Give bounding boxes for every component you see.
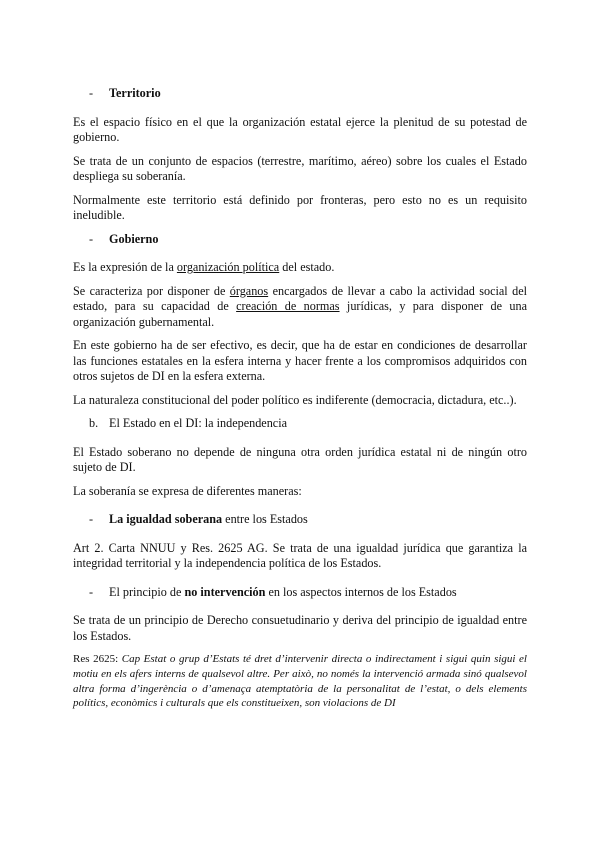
section-b-marker: b.: [89, 416, 99, 430]
underlined-term: organización política: [176, 260, 280, 274]
paragraph-soberania-maneras: La soberanía se expresa de diferentes maneras:: [73, 483, 302, 498]
bullet-no-intervencion: [89, 585, 527, 601]
document-page: [73, 86, 527, 711]
bold-term: La igualdad soberana: [109, 512, 223, 526]
heading-territorio: [89, 86, 527, 102]
text-run: en los aspectos internos de los Estados: [265, 584, 457, 599]
paragraph-gobierno-efectivo: En este gobierno ha de ser efectivo, es decir, que ha de estar en condiciones de desarrollar las funciones estatales en la esfera interna y hacer frente a los compromisos adquiridos con otros sujetos de DI en la esfera externa.: [73, 338, 527, 383]
text-run: Se caracteriza por disponer de: [73, 283, 230, 298]
paragraph-territorio-espacios: Se trata de un conjunto de espacios (terrestre, marítimo, aéreo) sobre los cuales el Estado despliega su soberanía.: [73, 153, 527, 183]
underlined-term: órganos: [229, 283, 269, 298]
text-run: El principio de: [109, 584, 185, 599]
heading-territorio-text: Territorio: [109, 86, 161, 100]
section-b-title: El Estado en el DI: la independencia: [109, 416, 288, 430]
text-run: entre los Estados: [222, 512, 308, 526]
dash-marker: -: [89, 584, 94, 599]
bullet-text: [109, 585, 457, 601]
heading-gobierno-text: Gobierno: [109, 231, 159, 246]
paragraph-gobierno-organos: [73, 284, 527, 331]
res-label: Res 2625:: [73, 653, 122, 665]
underlined-term: creación de normas: [236, 299, 340, 313]
heading-gobierno: [89, 232, 527, 248]
paragraph-naturaleza-constitucional: La naturaleza constitucional del poder político es indiferente (democracia, dictadura, etc..).: [73, 392, 517, 407]
paragraph-derecho-consuetudinario: Se trata de un principio de Derecho consuetudinario y deriva del principio de igualdad entre los Estados.: [73, 613, 527, 643]
paragraph-territorio-definition: Es el espacio físico en el que la organización estatal ejerce la plenitud de su potestad de gobierno.: [73, 114, 527, 144]
bold-term: no intervención: [184, 584, 266, 599]
dash-marker: -: [89, 512, 94, 526]
paragraph-territorio-fronteras: Normalmente este territorio está definido por fronteras, pero esto no es un requisito ineludible.: [73, 192, 527, 222]
dash-marker: -: [89, 231, 94, 246]
bullet-text: [109, 512, 308, 528]
res-quote: Cap Estat o grup d’Estats té dret d’intervenir directa o indirectament i sigui quin sigui el motiu en els afers interns de qualsevol altre. Per això, no només la intervenció armada sinó qualsevol altra forma d’ingerència o d’amenaça atemptatòria de la personalitat de l’estat, o dels elements polítics, econòmics i culturals que els constitueixen, son violacions de DI: [73, 653, 527, 710]
text-run: Es la expresión de la: [73, 260, 177, 274]
paragraph-gobierno-expresion: [73, 260, 527, 276]
section-b-heading: [89, 416, 527, 432]
text-run: del estado.: [279, 260, 335, 274]
text-run: encargados de llevar a cabo la actividad social del estado, para su capacidad de: [73, 283, 527, 313]
paragraph-res-2625: [73, 652, 527, 711]
text-run: jurídicas, y para disponer de una organización gubernamental.: [73, 299, 527, 329]
bullet-igualdad-soberana: [89, 512, 527, 528]
paragraph-estado-soberano: El Estado soberano no depende de ninguna otra orden jurídica estatal ni de ningún otro sujeto de DI.: [73, 444, 527, 474]
dash-marker: -: [89, 86, 94, 100]
paragraph-art2-carta: Art 2. Carta NNUU y Res. 2625 AG. Se trata de una igualdad jurídica que garantiza la integridad territorial y la independencia política de los Estados.: [73, 540, 527, 570]
